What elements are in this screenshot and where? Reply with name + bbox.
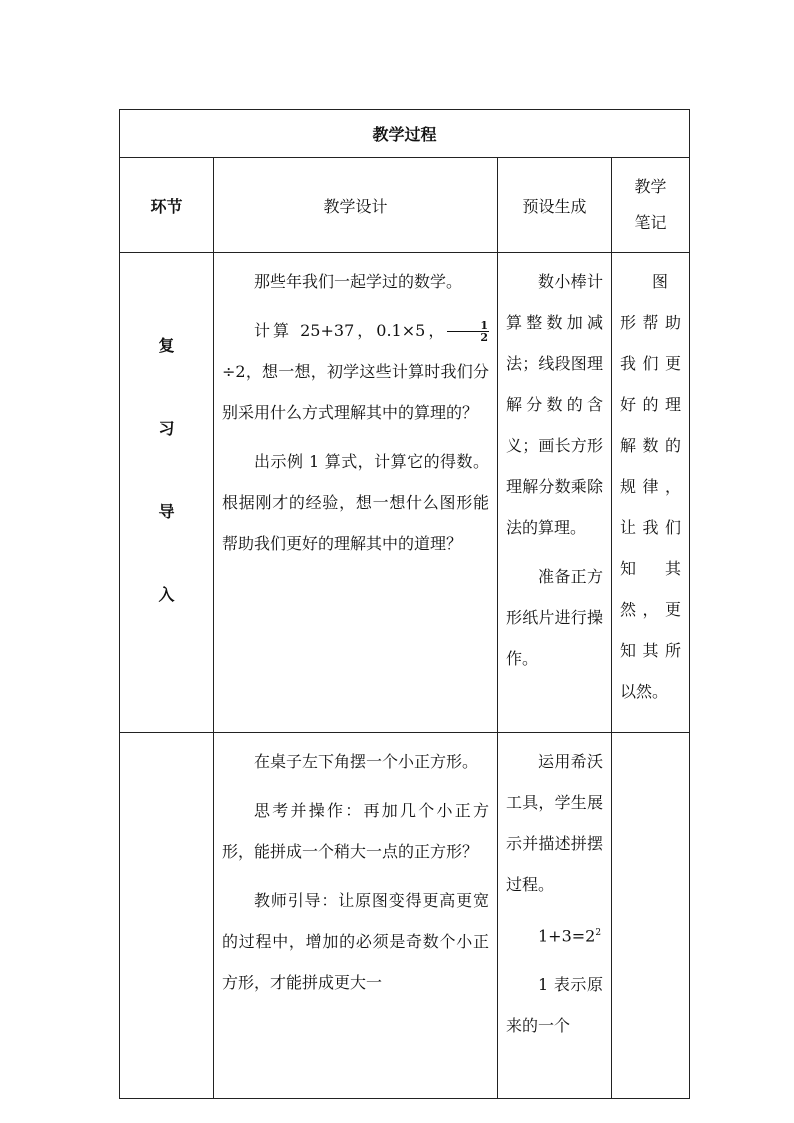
preset-cell-row2	[498, 733, 612, 1099]
stage-char: 导	[158, 502, 175, 521]
preset-paragraph: 1 表示原来的一个	[506, 975, 603, 1036]
preset-equation: $1+3=2^2$	[538, 926, 602, 946]
design-paragraph-calc: 计算 25+37，0.1×5， $\frac{1}{2}$ ÷2，想一想，初学这些计算时我们分别采用什么方式理解其中的算理的？	[222, 319, 489, 422]
header-notes-line2: 笔记	[634, 213, 667, 232]
notes-paragraph: 图形帮助我们更好的理解数的规律，让我们知其然，更知其所以然。	[620, 272, 682, 701]
design-paragraph: 在桌子左下角摆一个小正方形。	[254, 752, 479, 771]
preset-paragraph: 准备正方形纸片进行操作。	[506, 567, 603, 668]
design-paragraph: 教师引导：让原图变得更高更宽的过程中，增加的必须是奇数个小正方形，才能拼成更大一	[222, 891, 489, 992]
stage-cell-row2	[120, 733, 214, 1099]
design-cell-row2	[214, 733, 498, 1099]
table-title: 教学过程	[120, 110, 690, 158]
notes-cell-row2	[612, 733, 690, 1099]
stage-review-intro	[120, 253, 214, 733]
teaching-process-table	[119, 109, 690, 1099]
stage-char: 复	[158, 336, 175, 355]
header-stage: 环节	[120, 158, 214, 253]
design-paragraph: 出示例 1 算式，计算它的得数。根据刚才的经验，想一想什么图形能帮助我们更好的理解其中的道理？	[222, 452, 489, 553]
header-notes-line1: 教学	[634, 177, 667, 196]
notes-cell-row1	[612, 253, 690, 733]
preset-cell-row1	[498, 253, 612, 733]
header-design: 教学设计	[214, 158, 498, 253]
header-preset: 预设生成	[498, 158, 612, 253]
design-paragraph: 思考并操作：再加几个小正方形，能拼成一个稍大一点的正方形？	[222, 801, 489, 861]
preset-paragraph: 运用希沃工具，学生展示并描述拼摆过程。	[506, 752, 603, 894]
design-cell-row1	[214, 253, 498, 733]
design-paragraph: 那些年我们一起学过的数学。	[254, 272, 463, 291]
header-notes	[612, 158, 690, 253]
fraction-one-half: $\frac{1}{2}$	[447, 320, 489, 343]
stage-char: 入	[158, 585, 175, 604]
preset-paragraph: 数小棒计算整数加减法；线段图理解分数的含义；画长方形理解分数乘除法的算理。	[506, 272, 603, 537]
stage-char: 习	[158, 419, 175, 438]
